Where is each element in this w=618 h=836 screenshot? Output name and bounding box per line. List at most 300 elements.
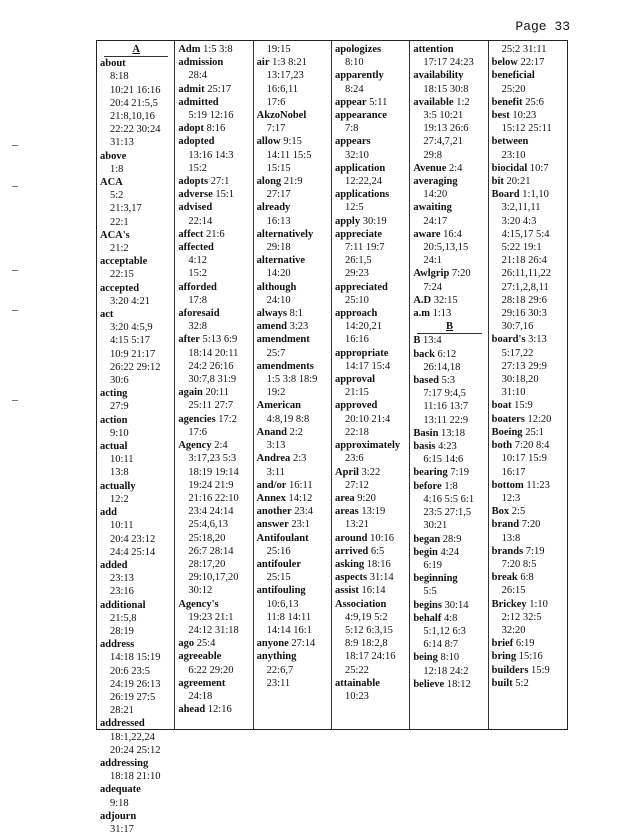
entry-page-refs: 28:9 xyxy=(440,533,462,545)
index-entry xyxy=(492,333,567,399)
entry-page-refs: 10:11 13:8 xyxy=(110,454,134,479)
index-column xyxy=(489,41,567,729)
index-entry xyxy=(413,43,487,69)
index-entry xyxy=(413,466,487,479)
entry-term: appreciated xyxy=(334,281,388,293)
entry-term: added xyxy=(100,559,128,571)
index-entry xyxy=(100,717,174,757)
entry-term: acting xyxy=(100,388,128,400)
entry-term: adopt xyxy=(178,123,205,135)
entry-term: admitted xyxy=(178,96,219,108)
entry-term: agreement xyxy=(178,677,226,689)
entry-term: address xyxy=(100,639,135,651)
entry-page-refs: 13:17,23 16:6,11 17:6 xyxy=(266,70,304,108)
entry-term: biocidal xyxy=(491,162,528,174)
entry-page-refs: 14:20 xyxy=(266,268,291,280)
index-entry xyxy=(178,188,252,201)
entry-term: Annex xyxy=(256,492,286,504)
entry-term: agencies xyxy=(178,413,216,425)
entry-term: attention xyxy=(413,44,454,55)
entry-page-refs: 13:18 xyxy=(438,427,465,439)
index-entry xyxy=(100,150,174,176)
index-entry xyxy=(178,637,252,650)
entry-page-refs: 7:17 9:4,5 11:16 13:7 13:11 22:9 xyxy=(423,388,469,426)
margin-mark xyxy=(12,145,18,146)
index-entry xyxy=(257,333,331,359)
entry-page-refs: 3:13 xyxy=(266,440,286,452)
entry-page-refs: 22:6,7 23:11 xyxy=(266,664,294,689)
entry-page-refs: 13:8 xyxy=(501,532,521,544)
entry-term: acceptable xyxy=(100,256,148,268)
entry-term: approved xyxy=(334,400,378,412)
entry-page-refs: 7:17 xyxy=(266,123,286,135)
index-entry xyxy=(178,307,252,333)
index-entry xyxy=(492,598,567,638)
entry-page-refs: 8:24 xyxy=(344,83,364,95)
entry-page-refs: 25:16 xyxy=(266,545,291,557)
entry-page-refs: 13:19 xyxy=(358,506,386,518)
entry-term: assist xyxy=(334,585,359,597)
entry-page-refs: 10:23 xyxy=(509,110,537,122)
index-entry xyxy=(100,387,174,413)
entry-page-refs: 7:11 19:7 26:1,5 29:23 xyxy=(344,242,385,280)
entry-page-refs: 16:14 xyxy=(358,585,386,597)
entry-page-refs: 20:11 xyxy=(202,387,229,399)
entry-term: attainable xyxy=(334,677,380,689)
entry-term: always xyxy=(256,308,287,320)
entry-page-refs: 6:15 14:6 xyxy=(423,454,464,466)
entry-term: alternative xyxy=(256,255,306,267)
entry-page-refs: 5:2 xyxy=(512,677,529,689)
entry-term: Agency's xyxy=(178,598,219,610)
entry-page-refs: 27:12 xyxy=(344,479,369,491)
entry-page-refs: 3:13 xyxy=(525,334,547,346)
entry-page-refs: 19:15 xyxy=(266,44,291,55)
entry-term: ACA xyxy=(100,177,123,189)
entry-term: ago xyxy=(178,638,195,650)
entry-term: act xyxy=(100,309,114,321)
entry-term: Brickey xyxy=(491,598,527,610)
index-entry xyxy=(257,254,331,280)
index-entry xyxy=(178,703,252,716)
index-entry xyxy=(335,135,409,161)
entry-term: ahead xyxy=(178,704,206,716)
entry-page-refs: 18:16 xyxy=(364,558,391,570)
entry-page-refs: 30:19 xyxy=(360,215,387,227)
index-entry xyxy=(413,162,487,175)
entry-page-refs: 3:5 10:21 19:13 26:6 27:4,7,21 29:8 xyxy=(423,110,469,161)
entry-term: aforesaid xyxy=(178,308,220,320)
entry-page-refs: 11:23 xyxy=(523,479,550,491)
entry-page-refs: 25:1 xyxy=(522,426,544,438)
index-entry xyxy=(100,783,174,809)
entry-term: begin xyxy=(413,546,438,558)
entry-term: application xyxy=(334,162,386,174)
entry-page-refs: 6:8 xyxy=(517,572,534,584)
index-column xyxy=(332,41,410,729)
entry-term: Anand xyxy=(256,426,288,438)
index-entry xyxy=(178,43,252,56)
index-entry xyxy=(492,162,567,175)
entry-page-refs: 25:2 31:11 xyxy=(501,44,547,55)
entry-term: apparently xyxy=(334,70,384,82)
entry-page-refs: 6:19 xyxy=(423,559,442,571)
margin-mark xyxy=(12,186,18,187)
entry-term: action xyxy=(100,414,128,426)
entry-page-refs: 2:4 xyxy=(446,162,463,174)
entry-term: Adm xyxy=(178,44,201,55)
index-entry xyxy=(335,584,409,597)
entry-page-refs: 29:18 xyxy=(266,242,291,254)
index-entry xyxy=(257,426,331,452)
entry-page-refs: 25:7 xyxy=(266,347,286,359)
index-entry xyxy=(178,241,252,281)
entry-term: between xyxy=(491,136,529,148)
index-entry xyxy=(413,651,487,677)
index-entry xyxy=(413,348,487,374)
entry-page-refs: 6:22 29:20 xyxy=(188,664,234,676)
entry-page-refs: 14:18 15:19 20:6 23:5 24:19 26:13 26:19 27:5 28:21 xyxy=(110,652,161,717)
entry-term: already xyxy=(256,202,291,214)
entry-page-refs: 25:6 xyxy=(522,96,544,108)
entry-term: addressed xyxy=(100,718,145,730)
entry-page-refs: 7:24 xyxy=(423,281,442,293)
entry-term: amend xyxy=(256,321,287,333)
index-entry xyxy=(257,479,331,492)
index-column xyxy=(97,41,175,835)
index-entry xyxy=(257,584,331,637)
index-entry xyxy=(257,320,331,333)
index-entry xyxy=(492,43,567,56)
index-entry xyxy=(335,109,409,135)
entry-term: advised xyxy=(178,202,213,214)
entry-page-refs: 23:10 xyxy=(501,149,526,161)
index-entry xyxy=(413,612,487,652)
entry-page-refs: 27:14 xyxy=(288,638,316,650)
entry-page-refs: 7:19 xyxy=(447,467,470,479)
entry-term: Antifoulant xyxy=(256,532,309,544)
index-entry xyxy=(492,545,567,571)
entry-term: Board xyxy=(491,189,520,201)
index-entry xyxy=(178,175,252,188)
entry-term: accepted xyxy=(100,282,140,294)
index-entry xyxy=(257,399,331,425)
entry-page-refs: 15:9 xyxy=(511,400,533,412)
entry-term: brands xyxy=(491,545,524,557)
entry-page-refs: 1:8 xyxy=(441,480,458,492)
entry-term: beneficial xyxy=(491,70,535,82)
index-entry xyxy=(492,439,567,479)
index-entry xyxy=(335,571,409,584)
entry-page-refs: 25:4 xyxy=(194,638,216,650)
entry-term: B xyxy=(413,335,421,347)
entry-term: adequate xyxy=(100,784,141,796)
entry-page-refs: 26:14,18 xyxy=(423,361,461,373)
index-entry xyxy=(257,452,331,478)
entry-term: bit xyxy=(491,176,504,188)
entry-page-refs: 24:10 xyxy=(266,294,291,306)
index-entry xyxy=(413,533,487,546)
index-entry xyxy=(100,757,174,783)
index-entry xyxy=(335,466,409,492)
index-entry xyxy=(413,678,487,691)
entry-term: apologizes xyxy=(334,44,382,55)
index-entry xyxy=(413,228,487,268)
entry-term: approval xyxy=(334,374,376,386)
entry-term: appreciate xyxy=(334,228,383,240)
margin-mark xyxy=(12,400,18,401)
index-entry xyxy=(335,281,409,307)
entry-term: amendments xyxy=(256,360,314,372)
entry-term: approximately xyxy=(334,440,401,452)
entry-page-refs: 1:2 xyxy=(453,96,470,108)
index-entry xyxy=(413,572,487,598)
index-entry xyxy=(178,56,252,82)
entry-page-refs: 13:21 xyxy=(344,519,369,531)
entry-page-refs: 9:15 xyxy=(280,136,302,148)
entry-term: adjourn xyxy=(100,810,137,822)
entry-term: antifouling xyxy=(256,585,306,597)
entry-page-refs: 18:12 xyxy=(444,678,471,690)
entry-term: addressing xyxy=(100,757,149,769)
index-entry xyxy=(178,135,252,175)
entry-term: actually xyxy=(100,480,136,492)
index-entry xyxy=(492,135,567,161)
index-entry xyxy=(413,546,487,572)
entry-term: bring xyxy=(491,651,517,663)
entry-page-refs: 25:15 xyxy=(266,572,291,584)
index-entry xyxy=(492,96,567,109)
entry-page-refs: 31:17 xyxy=(110,823,134,835)
entry-page-refs: 3:2,11,11 3:20 4:3 4:15,17 5:4 5:22 19:1 21:18 26:4 26:11,11,22 27:1,2,8,11 28:18 29:6 29:16 30:3 30:7,16 xyxy=(501,202,552,333)
index-entry xyxy=(492,188,567,333)
entry-term: admit xyxy=(178,83,205,95)
entry-page-refs: 21:15 xyxy=(344,387,369,399)
entry-term: below xyxy=(491,57,518,69)
entry-page-refs: 14:17 15:4 xyxy=(344,360,391,372)
entry-page-refs: 2:5 xyxy=(509,506,526,518)
index-entry xyxy=(413,267,487,293)
index-entry xyxy=(413,334,487,347)
entry-term: areas xyxy=(334,506,359,518)
entry-page-refs: 5:3 xyxy=(439,375,456,387)
entry-term: aspects xyxy=(334,572,368,584)
index-entry xyxy=(257,281,331,307)
entry-page-refs: 12:20 xyxy=(524,413,552,425)
entry-page-refs: 14:20,21 16:16 xyxy=(344,321,383,346)
entry-term: Andrea xyxy=(256,453,291,465)
index-entry xyxy=(492,650,567,663)
entry-term: built xyxy=(491,677,513,689)
margin-mark xyxy=(12,270,18,271)
index-entry xyxy=(178,598,252,638)
index-entry xyxy=(100,229,174,255)
entry-page-refs: 10:23 xyxy=(344,690,369,702)
entry-page-refs: 7:19 xyxy=(523,545,545,557)
index-entry xyxy=(492,426,567,439)
entry-term: agreeable xyxy=(178,651,222,663)
entry-page-refs: 4:23 xyxy=(435,441,457,453)
entry-page-refs: 23:4 xyxy=(291,506,313,518)
entry-page-refs: 20:21 xyxy=(503,176,531,188)
entry-page-refs: 12:5 xyxy=(344,202,364,214)
entry-term: before xyxy=(413,480,442,492)
entry-term: board's xyxy=(491,334,526,346)
entry-page-refs: 8:1 xyxy=(287,308,304,320)
entry-page-refs: 5:5 xyxy=(423,586,437,598)
index-entry xyxy=(178,83,252,96)
entry-page-refs: 13:4 xyxy=(420,335,442,347)
entry-term: beginning xyxy=(413,573,458,585)
entry-page-refs: 3:23 xyxy=(287,321,309,333)
entry-page-refs: 8:10 xyxy=(437,652,460,664)
entry-page-refs: 5:1,12 6:3 6:14 8:7 xyxy=(423,625,466,651)
entry-term: adverse xyxy=(178,189,213,201)
index-entry xyxy=(335,162,409,188)
index-entry xyxy=(413,201,487,227)
entry-page-refs: 4:16 5:5 6:1 23:5 27:1,5 30:21 xyxy=(423,493,475,532)
word-index-table xyxy=(96,40,568,835)
entry-term: add xyxy=(100,507,117,519)
entry-term: answer xyxy=(256,519,289,531)
entry-term: based xyxy=(413,375,439,387)
entry-page-refs: 10:7 xyxy=(527,162,549,174)
index-entry xyxy=(178,677,252,703)
entry-page-refs: 6:5 xyxy=(368,545,385,557)
index-entry xyxy=(335,505,409,531)
entry-page-refs: 24:17 xyxy=(423,215,448,227)
index-entry xyxy=(335,558,409,571)
index-entry xyxy=(335,96,409,109)
index-entry xyxy=(492,518,567,544)
index-entry xyxy=(413,374,487,427)
index-entry xyxy=(257,135,331,175)
entry-term: A.D xyxy=(413,294,432,306)
index-entry xyxy=(178,439,252,597)
entry-page-refs: 2:2 xyxy=(287,426,304,438)
margin-mark xyxy=(12,310,18,311)
entry-term: Boeing xyxy=(491,426,523,438)
entry-term: April xyxy=(334,466,359,478)
index-entry xyxy=(257,518,331,531)
entry-page-refs: 16:4 xyxy=(440,228,462,240)
entry-term: area xyxy=(334,492,355,504)
index-entry xyxy=(100,810,174,836)
entry-term: amendment xyxy=(256,334,310,346)
entry-page-refs: 15:16 xyxy=(516,651,543,663)
entry-term: applications xyxy=(334,189,390,201)
entry-term: affect xyxy=(178,228,204,240)
entry-page-refs: 25:11 27:7 xyxy=(188,400,234,412)
entry-page-refs: 12:22,24 xyxy=(344,176,383,188)
entry-page-refs: 22:14 xyxy=(188,215,213,227)
index-entry xyxy=(492,399,567,412)
index-entry xyxy=(492,413,567,426)
entry-page-refs: 31:14 xyxy=(367,572,394,584)
index-entry xyxy=(257,637,331,650)
index-entry xyxy=(413,96,487,162)
entry-term: asking xyxy=(334,558,365,570)
index-entry xyxy=(178,122,252,135)
letter-section-header: A xyxy=(104,43,168,57)
entry-term: adopted xyxy=(178,136,215,148)
entry-page-refs: 1:8 xyxy=(110,163,124,175)
entry-page-refs: 32:8 xyxy=(188,321,207,333)
entry-page-refs: 22:17 xyxy=(517,57,545,69)
entry-page-refs: 25:20 xyxy=(501,83,526,95)
entry-term: averaging xyxy=(413,176,458,188)
index-entry xyxy=(100,57,174,149)
entry-page-refs: 2:3 xyxy=(290,453,307,465)
index-entry xyxy=(178,96,252,122)
index-entry xyxy=(335,399,409,439)
entry-term: bottom xyxy=(491,479,524,491)
entry-page-refs: 21:2 xyxy=(110,243,129,255)
entry-term: benefit xyxy=(491,96,523,108)
index-entry xyxy=(413,69,487,95)
entry-page-refs: 10:6,13 11:8 14:11 14:14 16:1 xyxy=(266,598,312,636)
entry-term: about xyxy=(100,58,126,70)
index-entry xyxy=(413,440,487,466)
entry-page-refs: 20:5,13,15 24:1 xyxy=(423,242,469,267)
entry-page-refs: 1:1,10 xyxy=(519,189,549,201)
entry-page-refs: 9:10 xyxy=(110,427,129,439)
index-entry xyxy=(335,439,409,465)
entry-page-refs: 12:16 xyxy=(205,704,232,716)
entry-term: although xyxy=(256,281,297,293)
index-entry xyxy=(492,505,567,518)
entry-term: again xyxy=(178,387,203,399)
entry-page-refs: 24:18 xyxy=(188,690,213,702)
entry-page-refs: 5:11 xyxy=(366,96,388,108)
entry-term: available xyxy=(413,96,454,108)
entry-page-refs: 21:9 xyxy=(281,176,303,188)
index-entry xyxy=(257,360,331,400)
entry-page-refs: 4:24 xyxy=(437,546,460,558)
entry-term: above xyxy=(100,150,127,162)
index-entry xyxy=(178,650,252,676)
entry-term: and/or xyxy=(256,479,287,491)
index-entry xyxy=(335,69,409,95)
entry-term: a.m xyxy=(413,308,430,320)
entry-page-refs: 12:3 xyxy=(501,492,521,504)
entry-page-refs: 1:13 xyxy=(429,308,452,320)
index-entry xyxy=(413,307,487,320)
entry-page-refs: 7:20 xyxy=(519,519,541,531)
entry-page-refs: 4:8 xyxy=(441,612,458,624)
entry-term: awaiting xyxy=(413,202,452,214)
entry-term: aware xyxy=(413,228,441,240)
entry-term: air xyxy=(256,57,270,69)
index-entry xyxy=(413,427,487,440)
index-entry xyxy=(492,175,567,188)
entry-term: best xyxy=(491,110,510,122)
entry-page-refs: 9:20 xyxy=(354,492,376,504)
index-entry xyxy=(257,228,331,254)
entry-term: appropriate xyxy=(334,347,389,359)
entry-page-refs: 13:16 14:3 15:2 xyxy=(188,149,234,174)
entry-page-refs: 5:17,22 27:13 29:9 30:18,20 31:10 xyxy=(501,347,547,399)
index-entry xyxy=(178,228,252,241)
entry-page-refs: 3:17,23 5:3 18:19 19:14 19:24 21:9 21:16 22:10 23:4 24:14 25:4,6,13 25:18,20 26:7 28:14 28:17,20 29:10,17,20 30:12 xyxy=(188,453,239,597)
entry-page-refs: 1:10 xyxy=(526,598,548,610)
entry-page-refs: 18:15 30:8 xyxy=(423,83,469,95)
index-entry xyxy=(100,414,174,440)
index-entry xyxy=(257,532,331,558)
entry-term: afforded xyxy=(178,281,217,293)
index-entry xyxy=(100,559,174,599)
index-entry xyxy=(492,677,567,690)
